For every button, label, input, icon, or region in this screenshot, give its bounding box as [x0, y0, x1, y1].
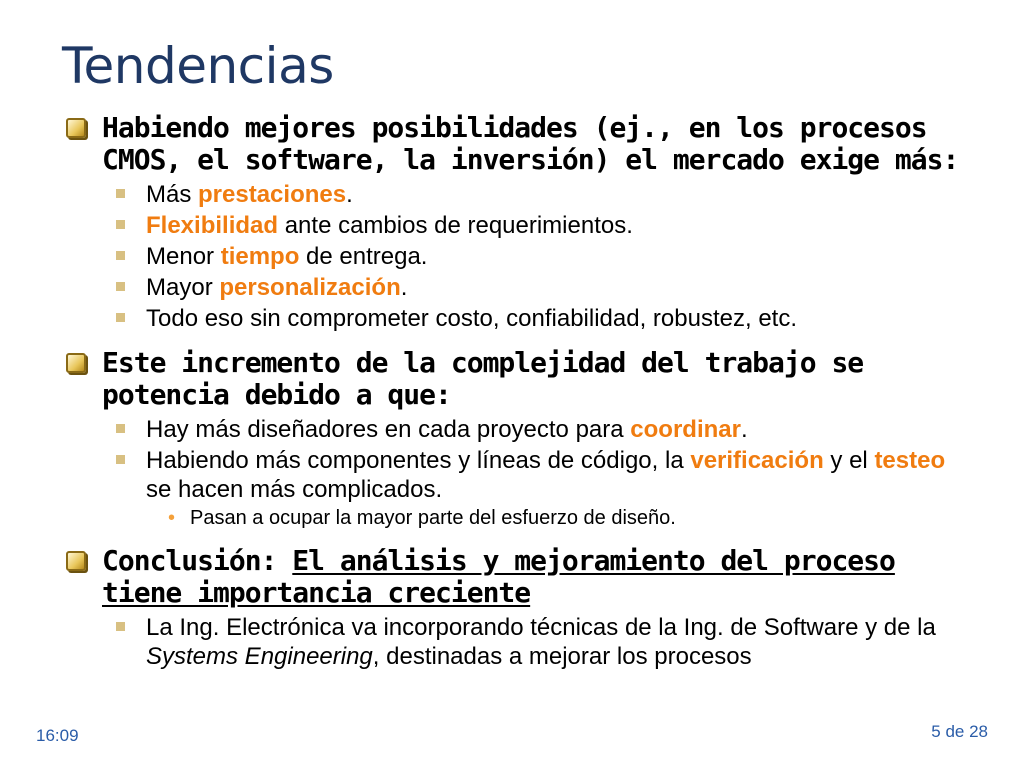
slide-number: 5 de 28 — [931, 722, 988, 741]
sub-bullet: Más prestaciones. — [146, 180, 966, 209]
sub-bullet: Flexibilidad ante cambios de requerimientos. — [146, 211, 966, 240]
square-bullet-icon — [116, 282, 125, 291]
sub-bullet: Hay más diseñadores en cada proyecto para coordinar. — [146, 415, 966, 444]
highlight-text: prestaciones — [198, 181, 347, 208]
checkbox-bullet-icon — [66, 551, 86, 571]
square-bullet-icon — [116, 220, 125, 229]
highlight-text: tiempo — [220, 243, 300, 270]
sub-bullet: La Ing. Electrónica va incorporando técnicas de la Ing. de Software y de la Systems Engineering, destinadas a mejorar los procesos — [146, 613, 966, 671]
sub-bullet: Menor tiempo de entrega. — [146, 242, 966, 271]
bullet-3-prefix: Conclusión: — [102, 544, 293, 577]
highlight-text: testeo — [874, 447, 946, 474]
highlight-text: Flexibilidad — [146, 212, 279, 239]
square-bullet-icon — [116, 424, 125, 433]
checkbox-bullet-icon — [66, 353, 86, 373]
sub-bullet: Todo eso sin comprometer costo, confiabilidad, robustez, etc. — [146, 304, 966, 333]
dot-bullet-icon: • — [168, 507, 176, 529]
bullet-1-text: Habiendo mejores posibilidades (ej., en los procesos CMOS, el software, la inversión) el mercado exige más: — [102, 111, 959, 176]
sub-bullet: Mayor personalización. — [146, 273, 966, 302]
sub-sub-bullet: • Pasan a ocupar la mayor parte del esfuerzo de diseño. — [168, 507, 676, 529]
bullet-2-text: Este incremento de la complejidad del trabajo se potencia debido a que: — [102, 346, 864, 411]
italic-text: Systems Engineering — [146, 643, 373, 670]
square-bullet-icon — [116, 189, 125, 198]
bullet-1 — [66, 112, 966, 176]
highlight-text: verificación — [690, 447, 824, 474]
bullet-3-underlined: El análisis y mejoramiento del proceso tiene importancia creciente — [102, 544, 895, 609]
square-bullet-icon — [116, 251, 125, 260]
bullet-3 — [66, 545, 966, 609]
checkbox-bullet-icon — [66, 118, 86, 138]
square-bullet-icon — [116, 313, 125, 322]
highlight-text: personalización — [219, 274, 401, 301]
slide-title: Tendencias — [62, 37, 334, 95]
square-bullet-icon — [116, 622, 125, 631]
footer-time: 16:09 — [36, 726, 79, 745]
square-bullet-icon — [116, 455, 125, 464]
slide-content — [66, 112, 966, 673]
sub-bullet: Habiendo más componentes y líneas de código, la verificación y el testeo se hacen más complicados. — [146, 446, 966, 504]
bullet-2 — [66, 347, 966, 411]
highlight-text: coordinar — [630, 416, 741, 443]
